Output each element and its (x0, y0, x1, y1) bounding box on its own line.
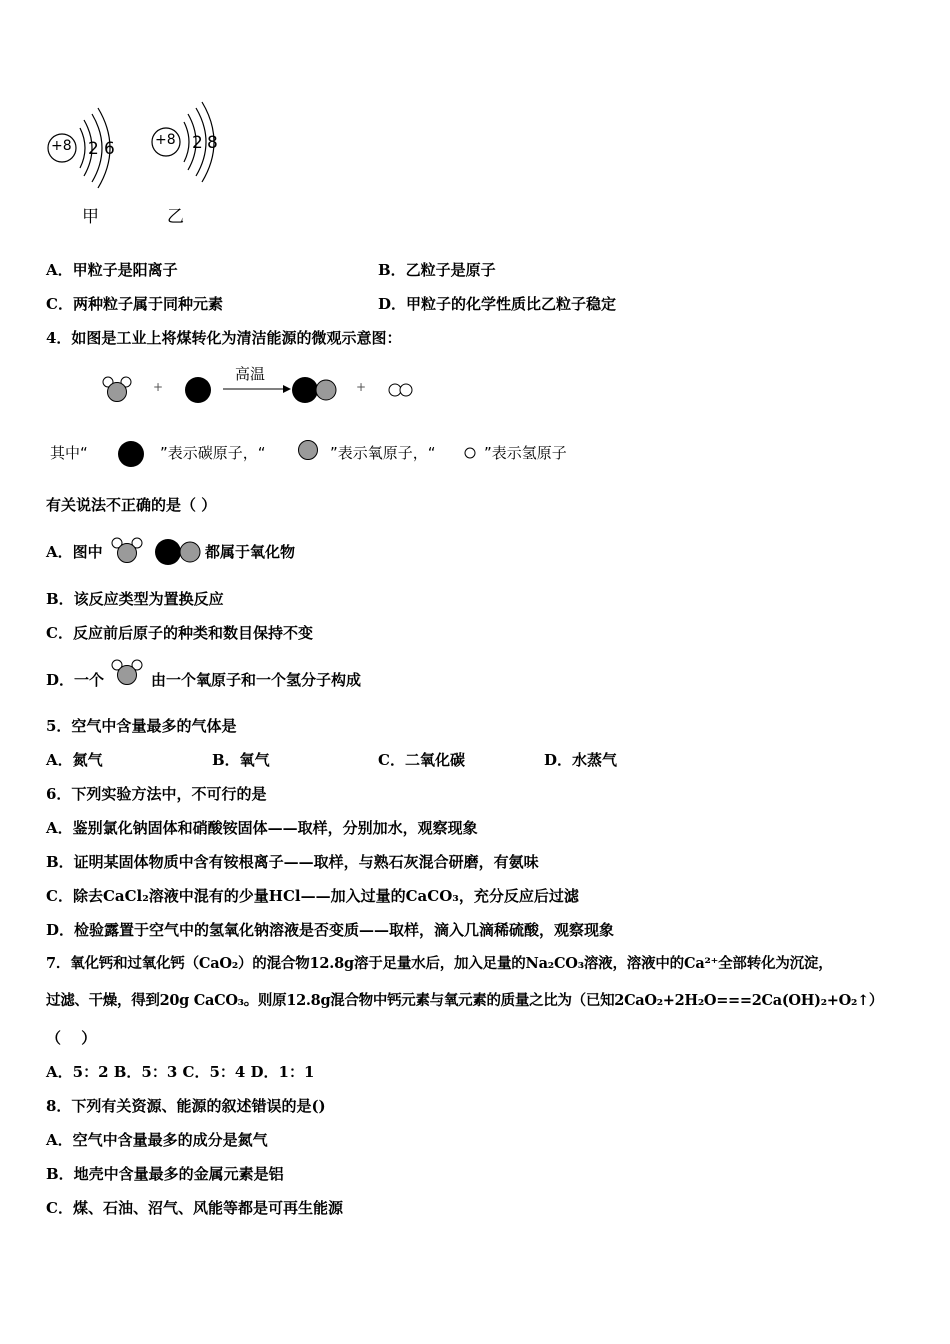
q4-option-d-suffix: 由一个氧原子和一个氢分子构成 (151, 671, 362, 689)
carbon-monoxide-molecule-icon (292, 377, 336, 403)
q8-option-c: C．煤、石油、沼气、风能等都是可再生能源 (46, 1199, 343, 1217)
option-a-carbon-monoxide-molecule-icon (154, 537, 204, 567)
ion-structure-yi (146, 98, 236, 193)
q8-option-b: B．地壳中含量最多的金属元素是铝 (46, 1165, 284, 1183)
q6-option-c: C．除去CaCl₂溶液中混有的少量HCl——加入过量的CaCO₃，充分反应后过滤 (46, 887, 579, 905)
q4-option-a-prefix: A．图中 (46, 543, 103, 561)
reaction-diagram (95, 360, 425, 410)
legend-oxygen-atom-icon (296, 438, 320, 462)
q4-option-c: C．反应前后原子的种类和数目保持不变 (46, 624, 313, 642)
q4-option-d-prefix: D．一个 (46, 671, 105, 689)
q5-option-b: B．氧气 (212, 751, 270, 769)
legend-carbon-atom-icon (116, 439, 146, 469)
plus-sign-1: + (153, 380, 164, 394)
yi-nucleus-charge: +8 (155, 132, 176, 148)
yi-shell-1: 2 (192, 133, 203, 153)
q3-option-a: A．甲粒子是阳离子 (46, 261, 178, 279)
q6-option-a: A．鉴别氯化钠固体和硝酸铵固体——取样，分别加水，观察现象 (46, 819, 478, 837)
yi-label: 乙 (167, 207, 184, 227)
q7-options: A．5：2 B．5：3 C．5：4 D．1：1 (46, 1063, 315, 1081)
option-a-water-molecule-icon (108, 534, 148, 566)
q3-option-b: B．乙粒子是原子 (378, 261, 496, 279)
legend-prefix: 其中“ (50, 444, 88, 462)
hydrogen-molecule-icon (389, 384, 412, 396)
reaction-condition: 高温 (235, 365, 266, 383)
q6-option-b: B．证明某固体物质中含有铵根离子——取样，与熟石灰混合研磨，有氨味 (46, 853, 539, 871)
q3-option-c: C．两种粒子属于同种元素 (46, 295, 223, 313)
ion-structure-jia (40, 100, 130, 195)
q3-option-d: D．甲粒子的化学性质比乙粒子稳定 (378, 295, 617, 313)
legend-hydrogen-text: ”表示氢原子 (484, 444, 567, 462)
q4-option-b: B．该反应类型为置换反应 (46, 590, 224, 608)
q5-option-d: D．水蒸气 (544, 751, 618, 769)
option-d-water-molecule-icon (108, 656, 148, 688)
carbon-atom-icon (185, 377, 211, 403)
plus-sign-2: + (356, 380, 367, 394)
q6-stem: 6．下列实验方法中，不可行的是 (46, 785, 267, 803)
jia-shell-1: 2 (88, 139, 99, 159)
jia-shell-2: 6 (104, 139, 115, 159)
q4-option-a-suffix: 都属于氧化物 (205, 543, 296, 561)
q7-line-1: 7．氧化钙和过氧化钙（CaO₂）的混合物12.8g溶于足量水后，加入足量的Na₂CO₃溶液，溶液中的Ca²⁺全部转化为沉淀， (46, 955, 833, 972)
jia-label: 甲 (82, 207, 99, 227)
q8-option-a: A．空气中含量最多的成分是氮气 (46, 1131, 268, 1149)
legend-hydrogen-atom-icon (462, 445, 478, 461)
q8-stem: 8．下列有关资源、能源的叙述错误的是() (46, 1097, 326, 1115)
yi-shell-2: 8 (207, 133, 218, 153)
jia-nucleus-charge: +8 (51, 138, 72, 154)
q5-stem: 5．空气中含量最多的气体是 (46, 717, 237, 735)
q4-question: 有关说法不正确的是（ ） (46, 496, 217, 514)
atom-legend (46, 436, 606, 472)
legend-oxygen-text: ”表示氧原子，“ (330, 444, 436, 462)
legend-carbon-text: ”表示碳原子，“ (160, 444, 266, 462)
q5-option-c: C．二氧化碳 (378, 751, 465, 769)
q5-option-a: A．氮气 (46, 751, 103, 769)
q7-line-3: （ ） (46, 1029, 97, 1047)
q7-line-2: 过滤、干燥，得到20g CaCO₃。则原12.8g混合物中钙元素与氧元素的质量之比为（已知2CaO₂+2H₂O===2Ca(OH)₂+O₂↑） (46, 992, 884, 1009)
q4-stem: 4．如图是工业上将煤转化为清洁能源的微观示意图： (46, 329, 402, 347)
water-molecule-icon (103, 377, 131, 402)
q6-option-d: D．检验露置于空气中的氢氧化钠溶液是否变质——取样，滴入几滴稀硫酸，观察现象 (46, 921, 615, 939)
